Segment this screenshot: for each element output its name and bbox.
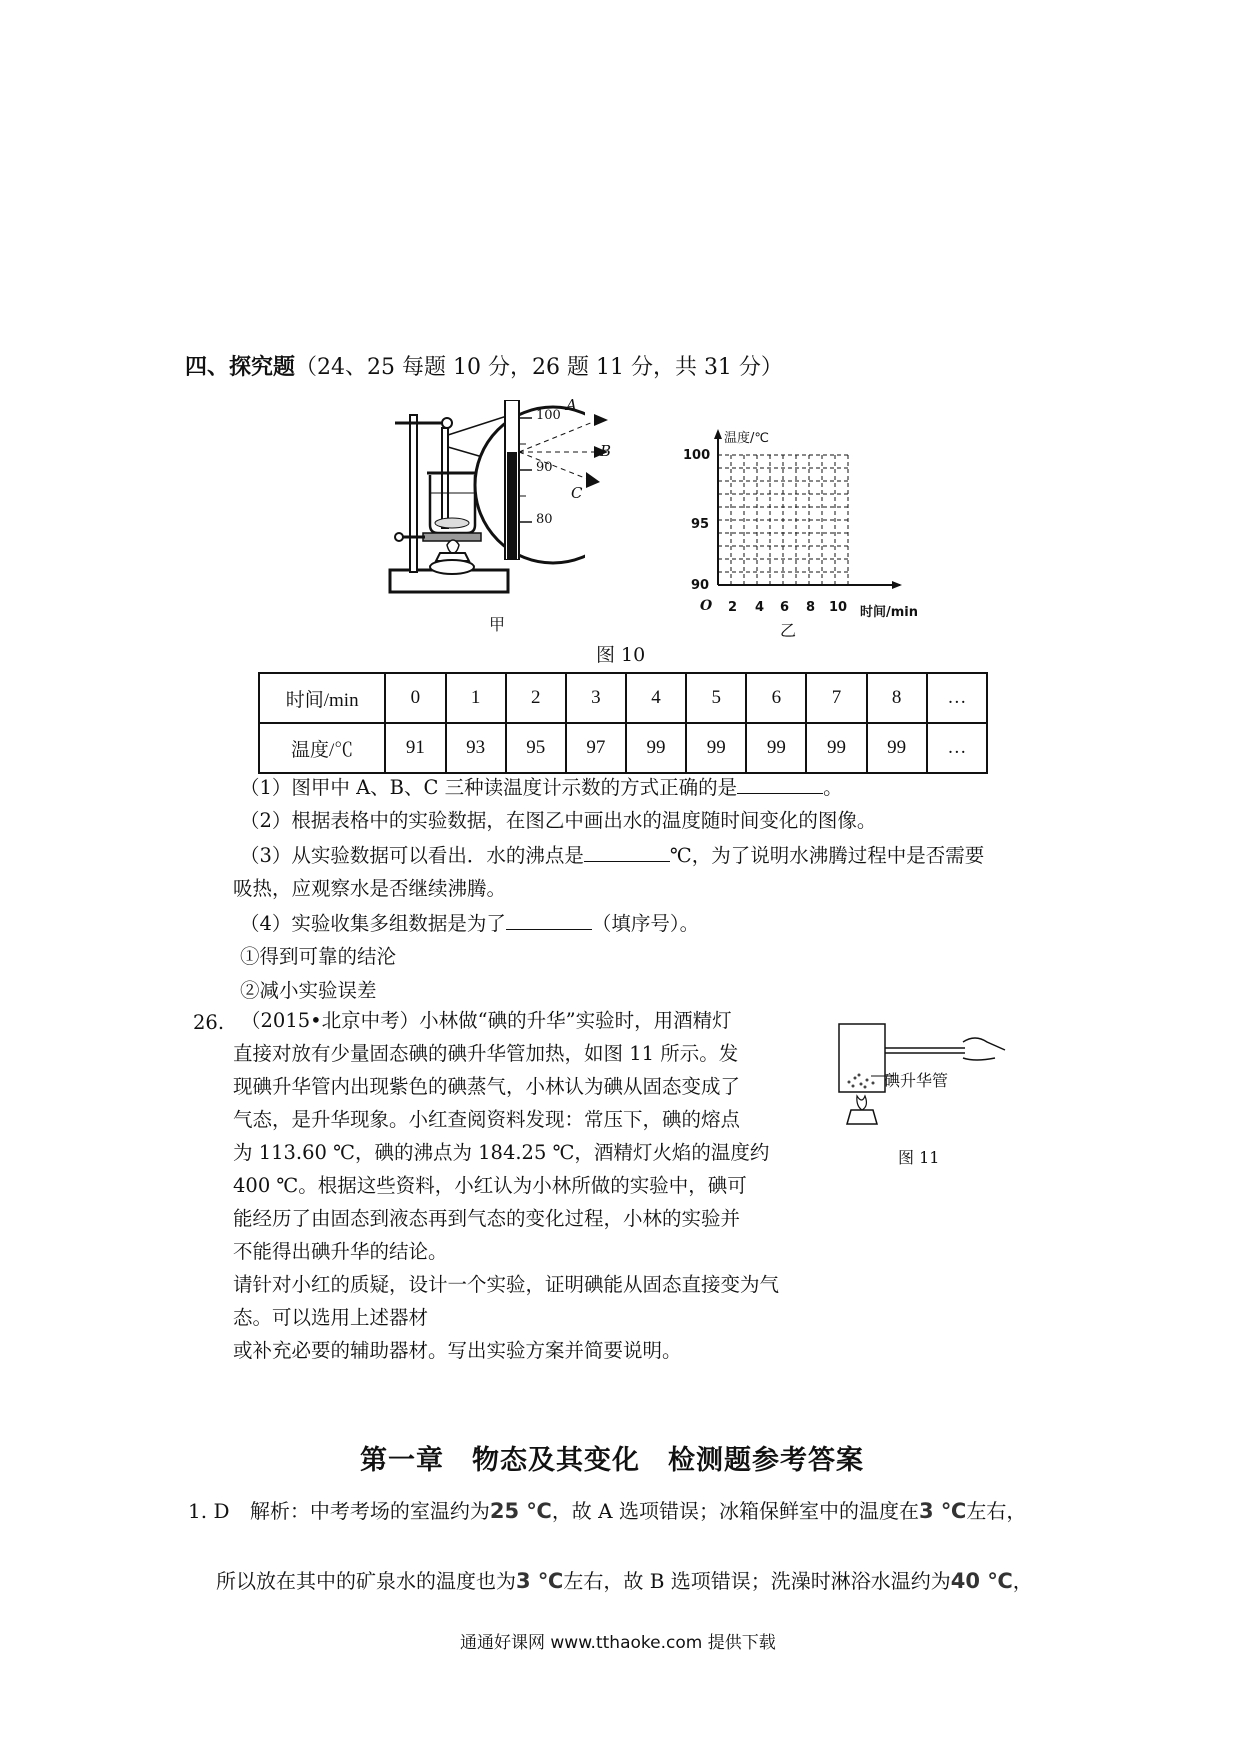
- graph-ytick-100: 100: [683, 448, 711, 463]
- table-cell: 91: [385, 723, 445, 773]
- q26-line: 现碘升华管内出现紫色的碘蒸气，小林认为碘从固态变成了: [233, 1075, 741, 1098]
- q26-line: 400 ℃。根据这些资料，小红认为小林所做的实验中，碘可: [233, 1174, 747, 1197]
- apparatus-label: 甲: [489, 615, 506, 634]
- q26-line: 直接对放有少量固态碘的碘升华管加热，如图 11 所示。发: [233, 1042, 739, 1065]
- graph-label: 乙: [780, 621, 797, 640]
- view-label-b: B: [600, 442, 612, 460]
- question-1: [240, 777, 843, 798]
- table-cell: 95: [506, 723, 566, 773]
- table-cell: 99: [867, 723, 927, 773]
- figure-10-caption: 图 10: [596, 644, 646, 666]
- table-cell: 99: [626, 723, 686, 773]
- section-title-note: （24、25 每题 10 分，26 题 11 分，共 31 分）: [295, 355, 783, 380]
- answer-text: 左右，故 B 选项错误；洗澡时淋浴水温约为: [563, 1569, 951, 1593]
- figure-11-label: 碘升华管: [884, 1071, 949, 1090]
- table-cell: 8: [867, 673, 927, 723]
- answer-blank[interactable]: [506, 913, 592, 930]
- graph-xtick-2: 2: [728, 600, 738, 615]
- answer-text: 所以放在其中的矿泉水的温度也为: [216, 1569, 516, 1593]
- q26-line: （2015•北京中考）小林做“碘的升华”实验时，用酒精灯: [241, 1009, 732, 1032]
- question-4: [240, 913, 699, 934]
- question-1-end: 。: [823, 776, 843, 799]
- graph-xtick-8: 8: [806, 600, 816, 615]
- question-4-end: （填序号）。: [591, 912, 700, 935]
- footer-text: 通通好课网 www.tthaoke.com 提供下载: [460, 1633, 776, 1653]
- table-cell: 5: [686, 673, 746, 723]
- answer-blank[interactable]: [737, 777, 823, 794]
- answer-1-line-1: [188, 1495, 1026, 1524]
- answer-value: 25 ℃: [489, 1499, 552, 1523]
- question-1-text: （1）图甲中 A、B、C 三种读温度计示数的方式正确的是: [240, 776, 738, 799]
- table-cell: 99: [746, 723, 806, 773]
- figure-11-caption: 图 11: [898, 1148, 940, 1167]
- graph-ytick-90: 90: [691, 578, 710, 593]
- q26-task-line: 或补充必要的辅助器材。写出实验方案并简要说明。: [233, 1339, 682, 1362]
- table-cell: 97: [566, 723, 626, 773]
- table-cell: 99: [806, 723, 866, 773]
- tick-label-80: 80: [536, 512, 553, 527]
- table-cell: 99: [686, 723, 746, 773]
- answer-text: 解析：中考考场的室温约为: [249, 1499, 490, 1523]
- graph-xlabel: 时间/min: [860, 605, 919, 620]
- magnified-thermometer: [490, 400, 640, 560]
- table-cell: 4: [626, 673, 686, 723]
- table-header-temperature: 温度/℃: [259, 723, 385, 773]
- answer-text: 左右，: [966, 1499, 1027, 1523]
- answer-text: ，故 A 选项错误；冰箱保鲜室中的温度在: [551, 1499, 919, 1523]
- eye-c-icon: [586, 472, 600, 488]
- q26-line: 为 113.60 ℃，碘的沸点为 184.25 ℃，酒精灯火焰的温度约: [233, 1141, 770, 1164]
- view-label-a: A: [566, 396, 577, 414]
- table-cell: 2: [506, 673, 566, 723]
- table-row: [259, 673, 987, 723]
- table-cell: …: [927, 673, 987, 723]
- table-cell: 6: [746, 673, 806, 723]
- question-26-number: 26.: [193, 1011, 225, 1034]
- question-3-text: （3）从实验数据可以看出．水的沸点是: [240, 844, 584, 867]
- table-cell: 3: [566, 673, 626, 723]
- graph-ylabel: 温度/℃: [724, 431, 769, 446]
- option-1: ①得到可靠的结沦: [240, 945, 397, 968]
- table-header-time: 时间/min: [259, 673, 385, 723]
- answer-value: 3 ℃: [918, 1499, 967, 1523]
- table-cell: 93: [446, 723, 506, 773]
- answer-text: ，: [1012, 1569, 1033, 1593]
- answer-value: 3 ℃: [516, 1569, 564, 1593]
- option-2: ②减小实验误差: [240, 979, 377, 1002]
- graph-xtick-4: 4: [755, 600, 765, 615]
- answer-1-number: 1. D: [188, 1499, 230, 1523]
- q26-line: 不能得出碘升华的结论。: [233, 1240, 448, 1263]
- tick-label-100: 100: [536, 408, 561, 423]
- question-3-text-b: ℃，为了说明水沸腾过程中是否需要: [669, 844, 985, 867]
- q26-line: 能经历了由固态到液态再到气态的变化过程，小林的实验并: [233, 1207, 741, 1230]
- graph-xtick-10: 10: [829, 600, 848, 615]
- question-26-body: [233, 1004, 813, 1367]
- question-2: （2）根据表格中的实验数据，在图乙中画出水的温度随时间变化的图像。: [240, 809, 877, 832]
- table-cell: …: [927, 723, 987, 773]
- section-title-main: 四、探究题: [185, 354, 296, 380]
- eye-a-icon: [594, 414, 608, 426]
- table-cell: 1: [446, 673, 506, 723]
- answer-blank[interactable]: [584, 845, 670, 862]
- question-3: [240, 845, 984, 866]
- chapter-title: 第一章 物态及其变化 检测题参考答案: [360, 1445, 864, 1476]
- graph-origin: O: [700, 598, 713, 614]
- question-4-text: （4）实验收集多组数据是为了: [240, 912, 506, 935]
- data-table: [258, 672, 988, 774]
- view-label-c: C: [571, 484, 583, 502]
- graph-xtick-6: 6: [780, 600, 790, 615]
- answer-1-line-2: [216, 1565, 1033, 1594]
- table-cell: 0: [385, 673, 445, 723]
- question-3-cont: 吸热，应观察水是否继续沸腾。: [233, 877, 507, 900]
- tick-label-90: 90: [536, 460, 553, 475]
- section-title: [185, 350, 783, 381]
- q26-line: 气态，是升华现象。小红查阅资料发现：常压下，碘的熔点: [233, 1108, 741, 1131]
- table-cell: 7: [806, 673, 866, 723]
- q26-task-line: 请针对小红的质疑，设计一个实验，证明碘能从固态直接变为气态。可以选用上述器材: [233, 1273, 780, 1329]
- answer-value: 40 ℃: [950, 1569, 1013, 1593]
- graph-ytick-95: 95: [691, 517, 710, 532]
- table-row: [259, 723, 987, 773]
